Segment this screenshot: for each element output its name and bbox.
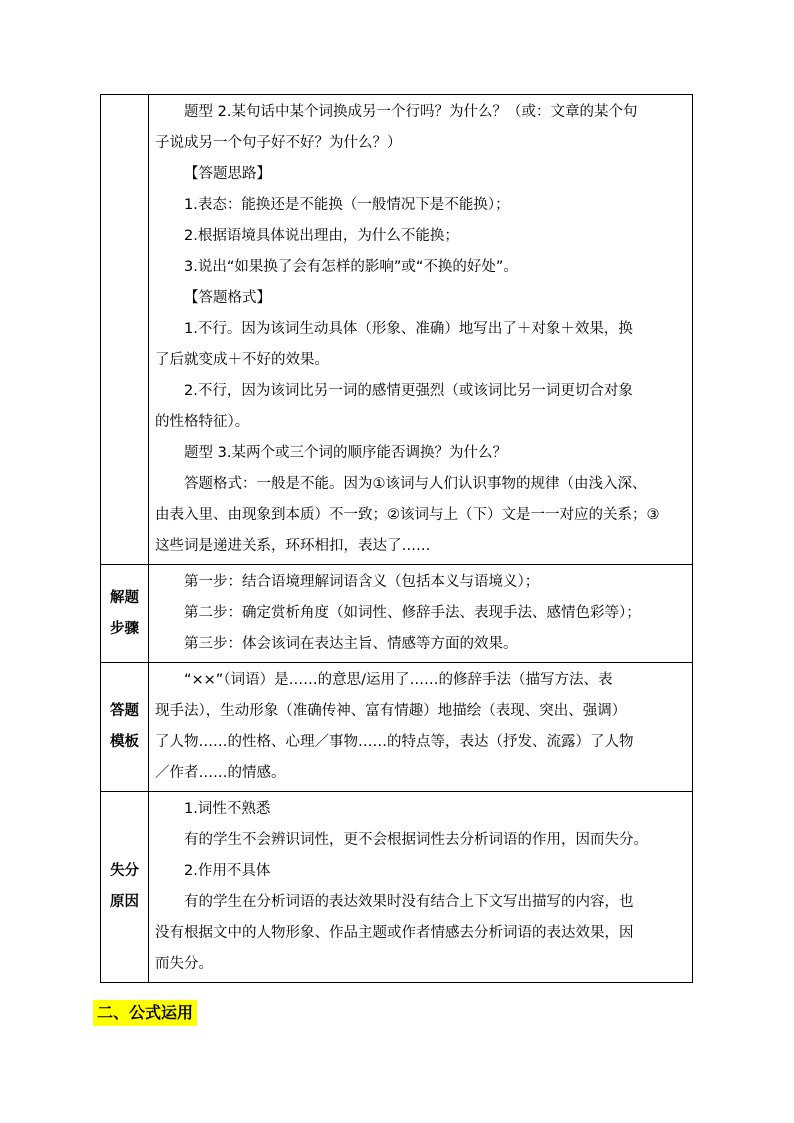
content-line: 2.不行，因为该词比另一词的感情更强烈（或该词比另一词更切合对象 <box>184 383 633 399</box>
content-line: 【答题格式】 <box>184 290 271 306</box>
content-line: 没有根据文中的人物形象、作品主题或作者情感去分析词语的表达效果，因 <box>155 925 634 941</box>
content-line: 由表入里、由现象到本质）不一致；②该词与上（下）文是一一对应的关系；③ <box>155 507 660 523</box>
content-line: 答题格式：一般是不能。因为①该词与人们认识事物的规律（由浅入深、 <box>184 476 647 492</box>
content-line: 题型 3.某两个或三个词的顺序能否调换？为什么？ <box>184 445 507 461</box>
content-line: 第二步：确定赏析角度（如词性、修辞手法、表现手法、感情色彩等）； <box>184 605 641 621</box>
content-line: 第三步：体会该词在表达主旨、情感等方面的效果。 <box>184 636 518 652</box>
content-line: 题型 2.某句话中某个词换成另一个行吗？为什么？（或：文章的某个句 <box>184 104 638 120</box>
content-line: 3.说出“如果换了会有怎样的影响”或“不换的好处”。 <box>184 259 518 275</box>
row-content <box>149 565 693 663</box>
content-line: 2.根据语境具体说出理由，为什么不能换； <box>184 228 459 244</box>
row-label <box>101 792 149 983</box>
row-label-line: 失分 <box>110 863 139 879</box>
content-line: 这些词是递进关系，环环相扣，表达了…… <box>155 538 431 554</box>
row-label-line: 原因 <box>110 894 139 910</box>
table-row <box>101 663 693 792</box>
content-line: 1.词性不熟悉 <box>184 801 271 817</box>
content-table <box>100 94 693 983</box>
row-label <box>101 663 149 792</box>
row-label <box>101 95 149 565</box>
row-content <box>149 95 693 565</box>
content-line: 2.作用不具体 <box>184 863 271 879</box>
content-line: 现手法），生动形象（准确传神、富有情趣）地描绘（表现、突出、强调） <box>155 703 627 719</box>
content-line: 了后就变成＋不好的效果。 <box>155 352 329 368</box>
content-line: 1.表态：能换还是不能换（一般情况下是不能换）； <box>184 197 510 213</box>
content-line: 子说成另一个句子好不好？为什么？） <box>155 135 402 151</box>
content-line: 第一步：结合语境理解词语含义（包括本义与语境义）； <box>184 574 540 590</box>
content-line: 【答题思路】 <box>184 166 271 182</box>
row-label-line: 模板 <box>110 734 139 750</box>
content-line: ／作者……的情感。 <box>155 765 286 781</box>
table-row <box>101 565 693 663</box>
section-heading: 二、公式运用 <box>93 1000 197 1026</box>
table-row <box>101 792 693 983</box>
table-row <box>101 95 693 565</box>
row-label-line: 解题 <box>110 589 139 606</box>
content-line: 有的学生在分析词语的表达效果时没有结合上下文写出描写的内容，也 <box>184 894 634 910</box>
row-label-line: 步骤 <box>110 620 139 637</box>
content-line: 1.不行。因为该词生动具体（形象、准确）地写出了＋对象＋效果，换 <box>184 321 633 337</box>
content-line: 的性格特征）。 <box>155 414 250 430</box>
row-content <box>149 663 693 792</box>
content-line: 而失分。 <box>155 956 213 972</box>
content-line: 有的学生不会辨识词性，更不会根据词性去分析词语的作用，因而失分。 <box>184 832 648 848</box>
row-content <box>149 792 693 983</box>
row-label-line: 答题 <box>110 703 139 719</box>
content-line: 了人物……的性格、心理／事物……的特点等，表达（抒发、流露）了人物 <box>155 734 634 750</box>
row-label <box>101 565 149 663</box>
content-line: “××”（词语）是……的意思/运用了……的修辞手法（描写方法、表 <box>184 672 613 688</box>
